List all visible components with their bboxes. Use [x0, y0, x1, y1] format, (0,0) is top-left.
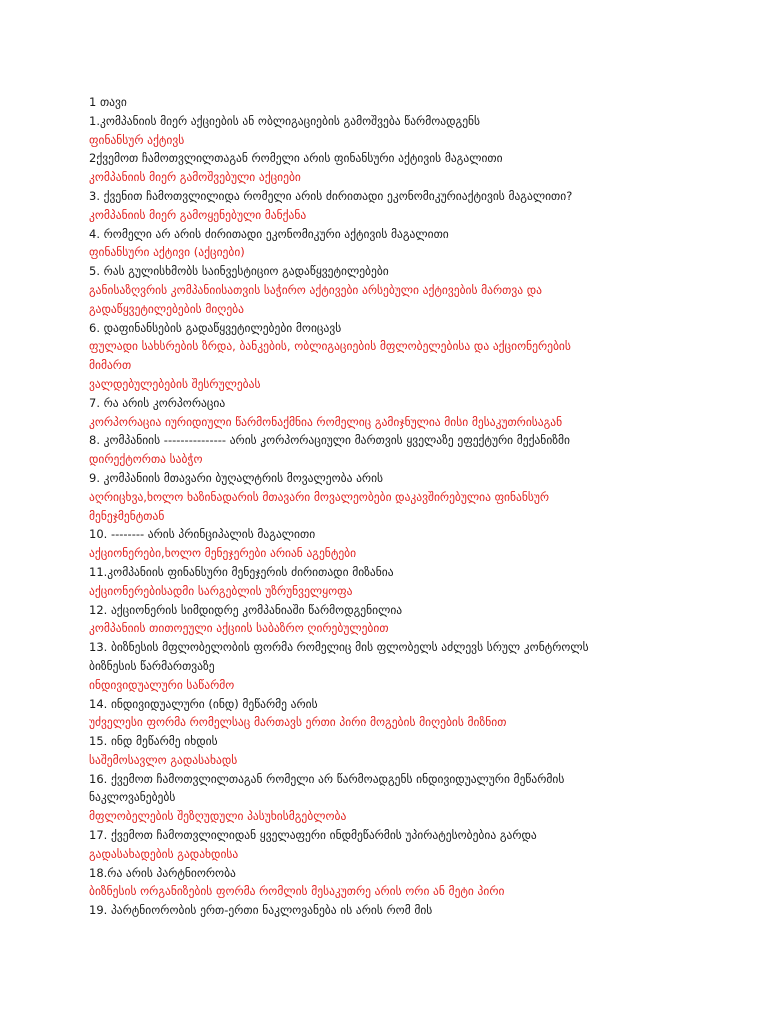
question-line: 16. ქვემოთ ჩამოთვლილთაგან რომელი არ წარმოადგენს ინდივიდუალური მეწარმის	[89, 771, 565, 786]
question-line: 9. კომპანიის მთავარი ბუღალტრის მოვალეობა არის	[89, 470, 384, 485]
answer-line: განისაზღვრის კომპანიისათვის საჭირო აქტივები არსებული აქტივების მართვა და	[89, 282, 543, 297]
answer-line: ფინანსური აქტივი (აქციები)	[89, 245, 245, 260]
question-line: 7. რა არის კორპორაცია	[89, 395, 226, 410]
answer-line: კომპანიის მიერ გამოშვებული აქციები	[89, 170, 301, 185]
answer-line: ინდივიდუალური საწარმო	[89, 677, 235, 692]
question-line: 14. ინდივიდუალური (ინდ) მეწარმე არის	[89, 696, 318, 711]
question-line: 3. ქვენით ჩამოთვლილიდა რომელი არის ძირითადი ეკონომიკურიაქტივის მაგალითი?	[89, 188, 573, 203]
question-line: 19. პარტნიორობის ერთ-ერთი ნაკლოვანება ის არის რომ მის	[89, 903, 433, 918]
answer-line: გადასახადების გადახდისა	[89, 846, 239, 861]
question-line: ბიზნესის წარმართვაზე	[89, 658, 215, 673]
answer-line: კომპანიის თითოეული აქციის საბაზრო ღირებულებით	[89, 621, 389, 636]
question-line: 18.რა არის პარტნიორობა	[89, 865, 236, 880]
question-line: 5. რას გულისხმობს საინვესტიციო გადაწყვეტილებები	[89, 264, 389, 279]
question-line: 17. ქვემოთ ჩამოთვლილიდან ყველაფერი ინდმეწარმის უპირატესობებია გარდა	[89, 828, 537, 843]
answer-line: აქციონერებისადმი სარგებლის უზრუნველყოფა	[89, 583, 353, 598]
answer-line: დირექტორთა საბჭო	[89, 452, 203, 467]
question-line: 4. რომელი არ არის ძირითადი ეკონომიკური აქტივის მაგალითი	[89, 226, 449, 241]
question-line: 15. ინდ მეწარმე იხდის	[89, 734, 218, 749]
question-line: ნაკლოვანებებს	[89, 790, 176, 805]
answer-line: აქციონერები,ხოლო მენეჯერები არიან აგენტები	[89, 546, 357, 561]
question-line: 1 თავი	[89, 95, 127, 109]
answer-line: კორპორაცია იურიდიული წარმონაქმნია რომელიც გამიჯნულია მისი მესაკუთრისაგან	[89, 414, 563, 429]
question-line: 6. დაფინანსების გადაწყვეტილებები მოიცავს	[89, 320, 342, 335]
question-line: 13. ბიზნესის მფლობელობის ფორმა რომელიც მის ფლობელს აძლევს სრულ კონტროლს	[89, 640, 589, 655]
answer-line: მენეჯმენტთან	[89, 508, 165, 523]
answer-line: ფინანსურ აქტივს	[89, 132, 185, 147]
answer-line: კომპანიის მიერ გამოყენებული მანქანა	[89, 207, 307, 222]
answer-line: აღრიცხვა,ხოლო ხაზინადარის მთავარი მოვალეობები დაკავშირებულია ფინანსურ	[89, 489, 550, 504]
answer-line: ფულადი სახსრების ზრდა, ბანკების, ობლიგაციების მფლობელებისა და აქციონერების	[89, 339, 571, 354]
answer-line: ბიზნესის ორგანიზების ფორმა რომლის მესაკუთრე არის ორი ან მეტი პირი	[89, 884, 505, 899]
question-line: 2ქვემოთ ჩამოთვლილთაგან რომელი არის ფინანსური აქტივის მაგალითი	[89, 151, 503, 166]
answer-line: მფლობელების შეზღუდული პასუხისმგებლობა	[89, 809, 347, 824]
answer-line: უძველესი ფორმა რომელსაც მართავს ერთი პირი მოგების მიღების მიზნით	[89, 715, 507, 730]
question-line: 8. კომპანიის --------------- არის კორპორაციული მართვის ყველაზე ეფექტური მექანიზმი	[89, 433, 570, 448]
answer-line: მიმართ	[89, 358, 132, 373]
question-line: 10. -------- არის პრინციპალის მაგალითი	[89, 527, 316, 542]
answer-line: საშემოსავლო გადასახადს	[89, 752, 238, 767]
question-line: 12. აქციონერის სიმდიდრე კომპანიაში წარმოდგენილია	[89, 602, 403, 617]
document-body	[89, 93, 729, 920]
question-line: 1.კომპანიის მიერ აქციების ან ობლიგაციების გამოშვება წარმოადგენს	[89, 113, 481, 128]
answer-line: გადაწყვეტილებების მიღება	[89, 301, 244, 316]
answer-line: ვალდებულებების შესრულებას	[89, 376, 261, 391]
question-line: 11.კომპანიის ფინანსური მენეჯერის ძირითადი მიზანია	[89, 564, 394, 579]
